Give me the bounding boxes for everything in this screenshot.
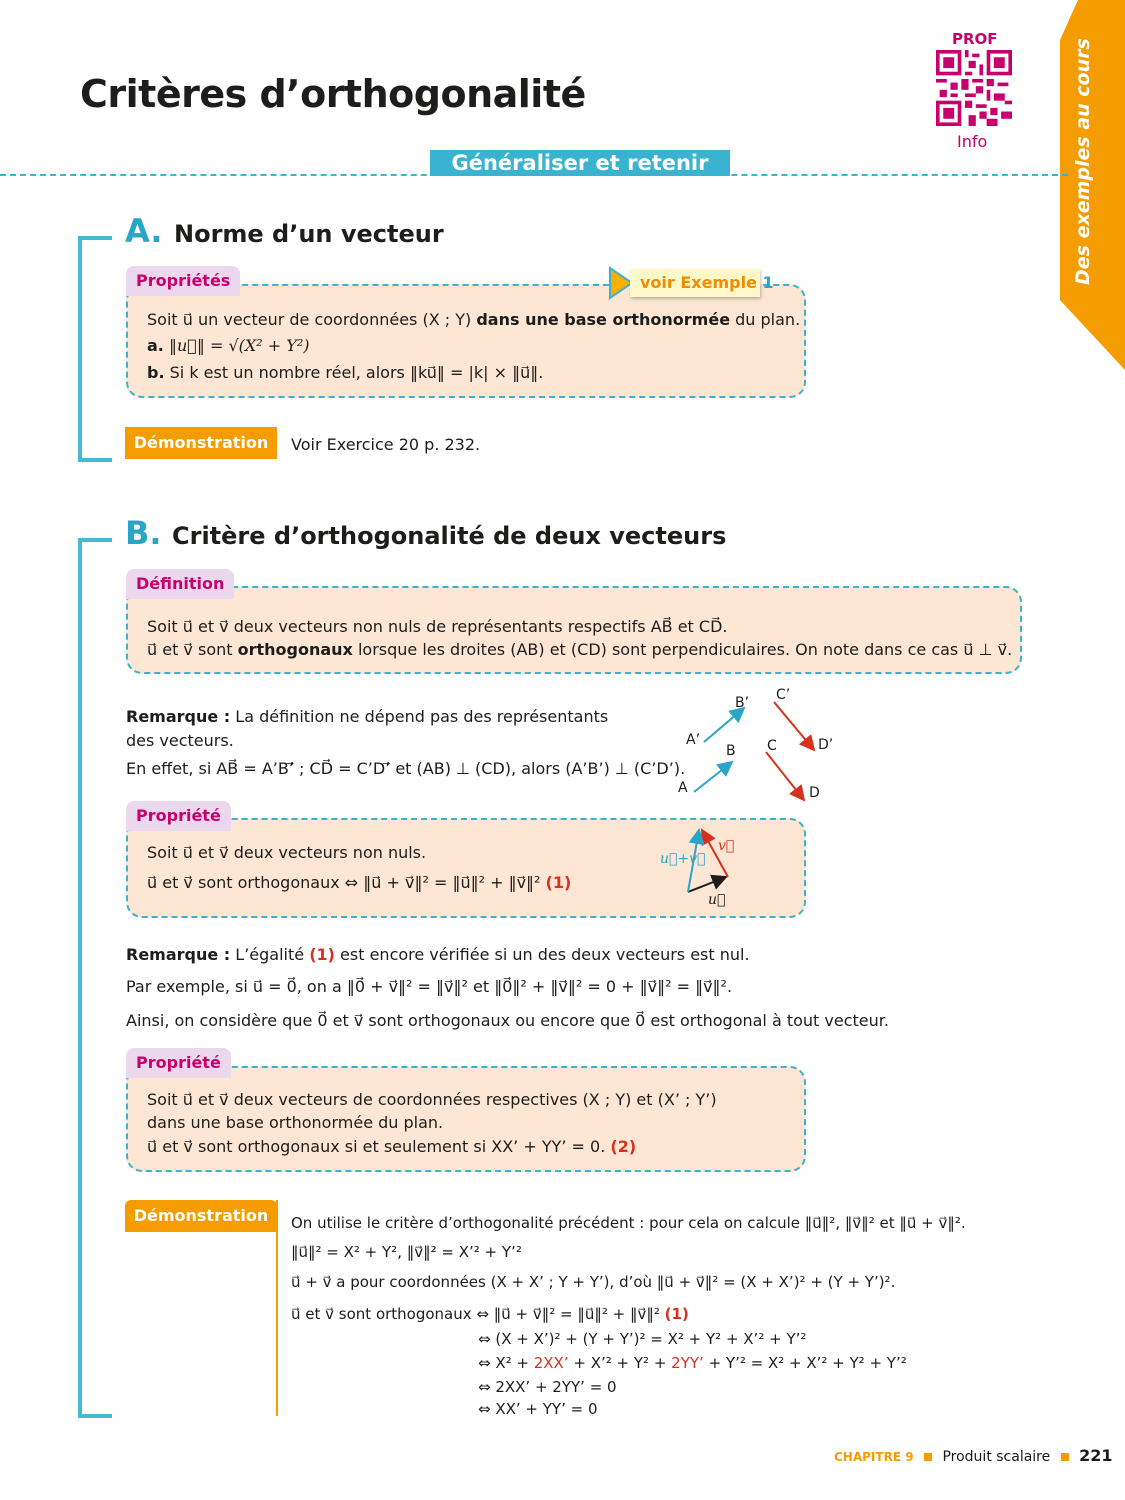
footer-topic: Produit scalaire [942,1449,1051,1465]
definition-line2 [147,638,1012,661]
vector-cd [766,752,804,800]
norm-formula: ‖u⃗‖ = √(X² + Y²) [168,336,310,355]
example-link-number: 1 [762,273,774,292]
vector-cd-prime [774,702,814,750]
definition-tag: Définition [126,569,234,599]
demo-a-text: Voir Exercice 20 p. 232. [291,435,481,454]
fig-label-u-plus-v: u⃗+v⃗ [660,851,706,867]
demo-b-line3: u⃗ + v⃗ a pour coordonnées (X + X’ ; Y + Y’), d’où ‖u⃗ + v⃗‖² = (X + X’)² + (Y + Y’)². [291,1273,896,1291]
demo-tag-b: Démonstration [125,1200,277,1232]
equivalence-start: u⃗ et v⃗ sont orthogonaux ⇔ ‖u⃗ + v⃗‖² = ‖u⃗‖² + ‖v⃗‖² [291,1305,660,1323]
section-banner: Généraliser et retenir [430,150,730,176]
fig-label-u: u⃗ [708,892,726,908]
line-text: L’égalité [230,945,310,964]
demo-b-line5: ⇔ (X + X’)² + (Y + Y’)² = X² + Y² + X’² + Y’² [478,1330,807,1348]
remark-label: Remarque : [126,945,231,964]
point-a: A [678,780,688,796]
demo-b-rule [276,1200,278,1416]
section-a-bracket [78,236,112,462]
example-link-label [640,273,774,292]
point-d-prime: D’ [818,737,834,753]
ref-1: (1) [545,873,572,892]
property1-line1: Soit u⃗ et v⃗ deux vecteurs non nuls. [147,843,427,862]
properties-a-line1 [147,308,800,331]
scalar-property: Si k est un nombre réel, alors ‖ku⃗‖ = |k| × ‖u⃗‖. [169,363,544,382]
demo-b-line6 [478,1352,907,1375]
remark1-line2: des vecteurs. [126,731,234,750]
highlight-2yy: 2YY’ [671,1354,704,1372]
remark2-line1 [126,943,750,966]
point-b: B [726,743,736,759]
line-bold: dans une base orthonormée [476,310,731,329]
properties-a-line3 [147,361,543,384]
ref-1: (1) [309,945,335,964]
ref-2: (2) [610,1137,637,1156]
demo-b-line2: ‖u⃗‖² = X² + Y², ‖v⃗‖² = X’² + Y’² [291,1243,522,1261]
point-d: D [809,785,820,801]
remark1-line3: En effet, si AB⃗ = A’B’⃗ ; CD⃗ = C’D’⃗ et (AB) ⊥ (CD), alors (A’B’) ⊥ (C’D’). [126,759,686,778]
line-text: u⃗ et v⃗ sont [147,640,238,659]
line-text: + Y’² = X² + X’² + Y² + Y’² [703,1354,907,1372]
ref-1: (1) [664,1305,689,1323]
line-text: + X’² + Y² + [568,1354,672,1372]
line-text: du plan. [730,310,801,329]
properties-a-line2 [147,334,310,357]
section-b-title: Critère d’orthogonalité de deux vecteurs [172,522,727,550]
qr-label-bottom: Info [957,132,988,151]
fig-label-v: v⃗ [718,838,735,854]
property2-line2: dans une base orthonormée du plan. [147,1113,444,1132]
page-title: Critères d’orthogonalité [80,72,586,116]
point-c-prime: C’ [776,687,791,703]
point-c: C [767,738,777,754]
property1-line2 [147,871,571,894]
demo-b-line8: ⇔ XX’ + YY’ = 0 [478,1400,598,1418]
highlight-2xx: 2XX’ [533,1354,569,1372]
remark-label: Remarque : [126,707,231,726]
remark2-line2: Par exemple, si u⃗ = 0⃗, on a ‖0⃗ + v⃗‖² = ‖v⃗‖² et ‖0⃗‖² + ‖v⃗‖² = 0 + ‖v⃗‖² = ‖v⃗‖². [126,977,733,996]
item-label: b. [147,363,165,382]
demo-tag-a: Démonstration [125,427,277,459]
point-b-prime: B’ [735,695,750,711]
properties-tag: Propriétés [126,266,240,296]
property1-tag: Propriété [126,801,231,831]
vector-u [688,877,726,892]
line-text: est encore vérifiée si un des deux vecteurs est nul. [334,945,750,964]
point-a-prime: A’ [686,732,701,748]
section-a-title: Norme d’un vecteur [174,220,444,248]
property2-tag: Propriété [126,1048,231,1078]
pythagoras-criterion: u⃗ et v⃗ sont orthogonaux ⇔ ‖u⃗ + v⃗‖² = ‖u⃗‖² + ‖v⃗‖² [147,873,541,892]
section-a-letter: A. [125,212,163,250]
definition-line1: Soit u⃗ et v⃗ deux vecteurs non nuls de représentants respectifs AB⃗ et CD⃗. [147,617,728,636]
demo-b-line7: ⇔ 2XX’ + 2YY’ = 0 [478,1378,617,1396]
footer-square-icon [924,1453,932,1461]
qr-code[interactable] [936,50,1012,126]
coordinate-criterion: u⃗ et v⃗ sont orthogonaux si et seulement si XX’ + YY’ = 0. [147,1137,606,1156]
remark1-line1 [126,705,608,728]
demo-b-line1: On utilise le critère d’orthogonalité précédent : pour cela on calcule ‖u⃗‖², ‖v⃗‖² et ‖u⃗ + v⃗‖². [291,1214,966,1232]
demo-b-line4 [291,1303,689,1326]
page-footer [834,1446,1113,1465]
line-text: ⇔ X² + [478,1354,534,1372]
item-label: a. [147,336,164,355]
property2-line3 [147,1135,636,1158]
footer-chapter: CHAPITRE 9 [834,1450,914,1464]
vector-ab [694,762,732,792]
qr-label-top: PROF [952,30,998,48]
section-b-bracket [78,538,112,1418]
property2-line1: Soit u⃗ et v⃗ deux vecteurs de coordonnées respectives (X ; Y) et (X’ ; Y’) [147,1090,717,1109]
side-tab-label: Des exemples au cours [1072,38,1094,285]
line-text: lorsque les droites (AB) et (CD) sont perpendiculaires. On note dans ce cas u⃗ ⊥ v⃗. [352,640,1013,659]
remark2-line3: Ainsi, on considère que 0⃗ et v⃗ sont orthogonaux ou encore que 0⃗ est orthogonal à tout vecteur. [126,1011,889,1030]
section-b-letter: B. [125,514,162,552]
page-number: 221 [1079,1446,1113,1465]
example-link[interactable] [608,266,774,300]
line-text: La définition ne dépend pas des représentants [230,707,609,726]
example-link-text: voir Exemple [640,273,757,292]
line-text: Soit u⃗ un vecteur de coordonnées (X ; Y) [147,310,477,329]
footer-square-icon [1061,1453,1069,1461]
line-bold: orthogonaux [237,640,353,659]
